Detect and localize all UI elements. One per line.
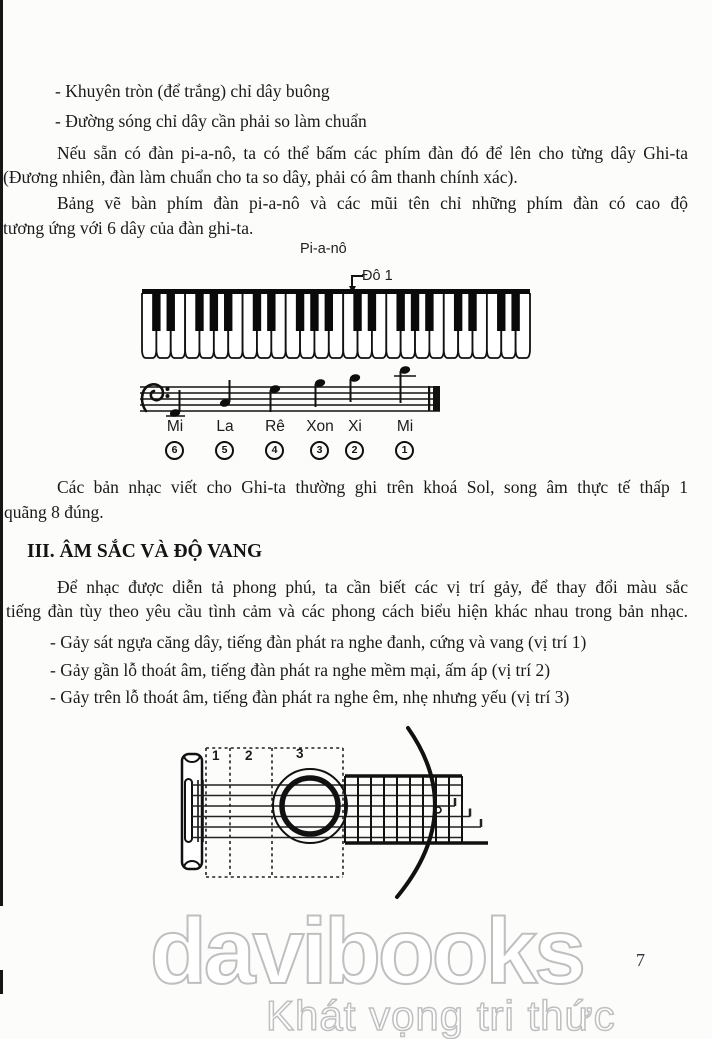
watermark-slogan: Khát vọng tri thức [266, 992, 616, 1039]
para1-line1: Nếu sẵn có đàn pi-a-nô, ta có thể bấm các phím đàn đó để lên cho từng dây Ghi-ta [57, 143, 688, 163]
frets [345, 776, 462, 843]
scan-mark-artifact [0, 970, 3, 994]
middle-c-label: Đô 1 [362, 268, 393, 284]
note-name: Rê [265, 418, 285, 435]
zone-label-2: 2 [245, 748, 253, 763]
bullet-position-1: - Gảy sát ngựa căng dây, tiếng đàn phát ra nghe đanh, cứng và vang (vị trí 1) [50, 632, 587, 652]
string-number-badge: 5 [215, 441, 234, 460]
para3-line1: Các bản nhạc viết cho Ghi-ta thường ghi trên khoá Sol, song âm thực tế thấp 1 [57, 477, 688, 497]
piano-title: Pi-a-nô [300, 241, 347, 257]
bullet-position-2: - Gảy gần lỗ thoát âm, tiếng đàn phát ra nghe mềm mại, ấm áp (vị trí 2) [50, 660, 551, 680]
section-heading: III. ÂM SẮC VÀ ĐỘ VANG [27, 541, 263, 562]
string-number-badge: 3 [310, 441, 329, 460]
text-line-open-string: - Khuyên tròn (để trắng) chỉ dây buông [55, 81, 330, 101]
body-edge-curve [397, 728, 435, 897]
scan-edge-artifact [0, 0, 3, 906]
note-name: Xi [348, 418, 362, 435]
string-number-badge: 2 [345, 441, 364, 460]
watermark-brand: davibooks [150, 899, 583, 1003]
barline-thin [428, 386, 430, 412]
para4-line1: Để nhạc được diễn tả phong phú, ta cần biết các vị trí gảy, để thay đổi màu sắc [57, 577, 688, 597]
text-line-wavy-string: - Đường sóng chỉ dây cần phải so làm chuẩn [55, 111, 367, 131]
note-name: Mi [166, 418, 184, 435]
note-name: La [216, 418, 234, 435]
para4-line2: tiếng đàn tùy theo yêu cầu tình cảm và các phong cách biểu hiện khác nhau trong bản nhạc. [6, 601, 688, 621]
note-name: Xon [306, 418, 334, 435]
string-number-badge: 6 [165, 441, 184, 460]
para3-line2: quãng 8 đúng. [4, 502, 104, 522]
para2-line2: tương ứng với 6 dây của đàn ghi-ta. [3, 218, 254, 238]
barline-thick [433, 386, 440, 412]
note-name: Mi [396, 418, 414, 435]
guitar-diagram [170, 722, 510, 907]
quarter-notes [166, 365, 416, 417]
page-number: 7 [636, 950, 645, 970]
bridge [182, 754, 203, 869]
bass-clef-icon [142, 384, 169, 411]
string-number-badge: 4 [265, 441, 284, 460]
string-number-badge: 1 [395, 441, 414, 460]
para2-line1: Bảng vẽ bàn phím đàn pi-a-nô và các mũi tên chỉ những phím đàn có cao độ [57, 193, 688, 213]
zone-label-3: 3 [296, 746, 304, 761]
para1-line2: (Đương nhiên, đàn làm chuẩn cho ta so dây, phải có âm thanh chính xác). [3, 167, 518, 187]
bass-staff [138, 350, 448, 422]
zone-label-1: 1 [212, 748, 220, 763]
bullet-position-3: - Gảy trên lỗ thoát âm, tiếng đàn phát ra nghe êm, nhẹ nhưng yếu (vị trí 3) [50, 687, 570, 707]
